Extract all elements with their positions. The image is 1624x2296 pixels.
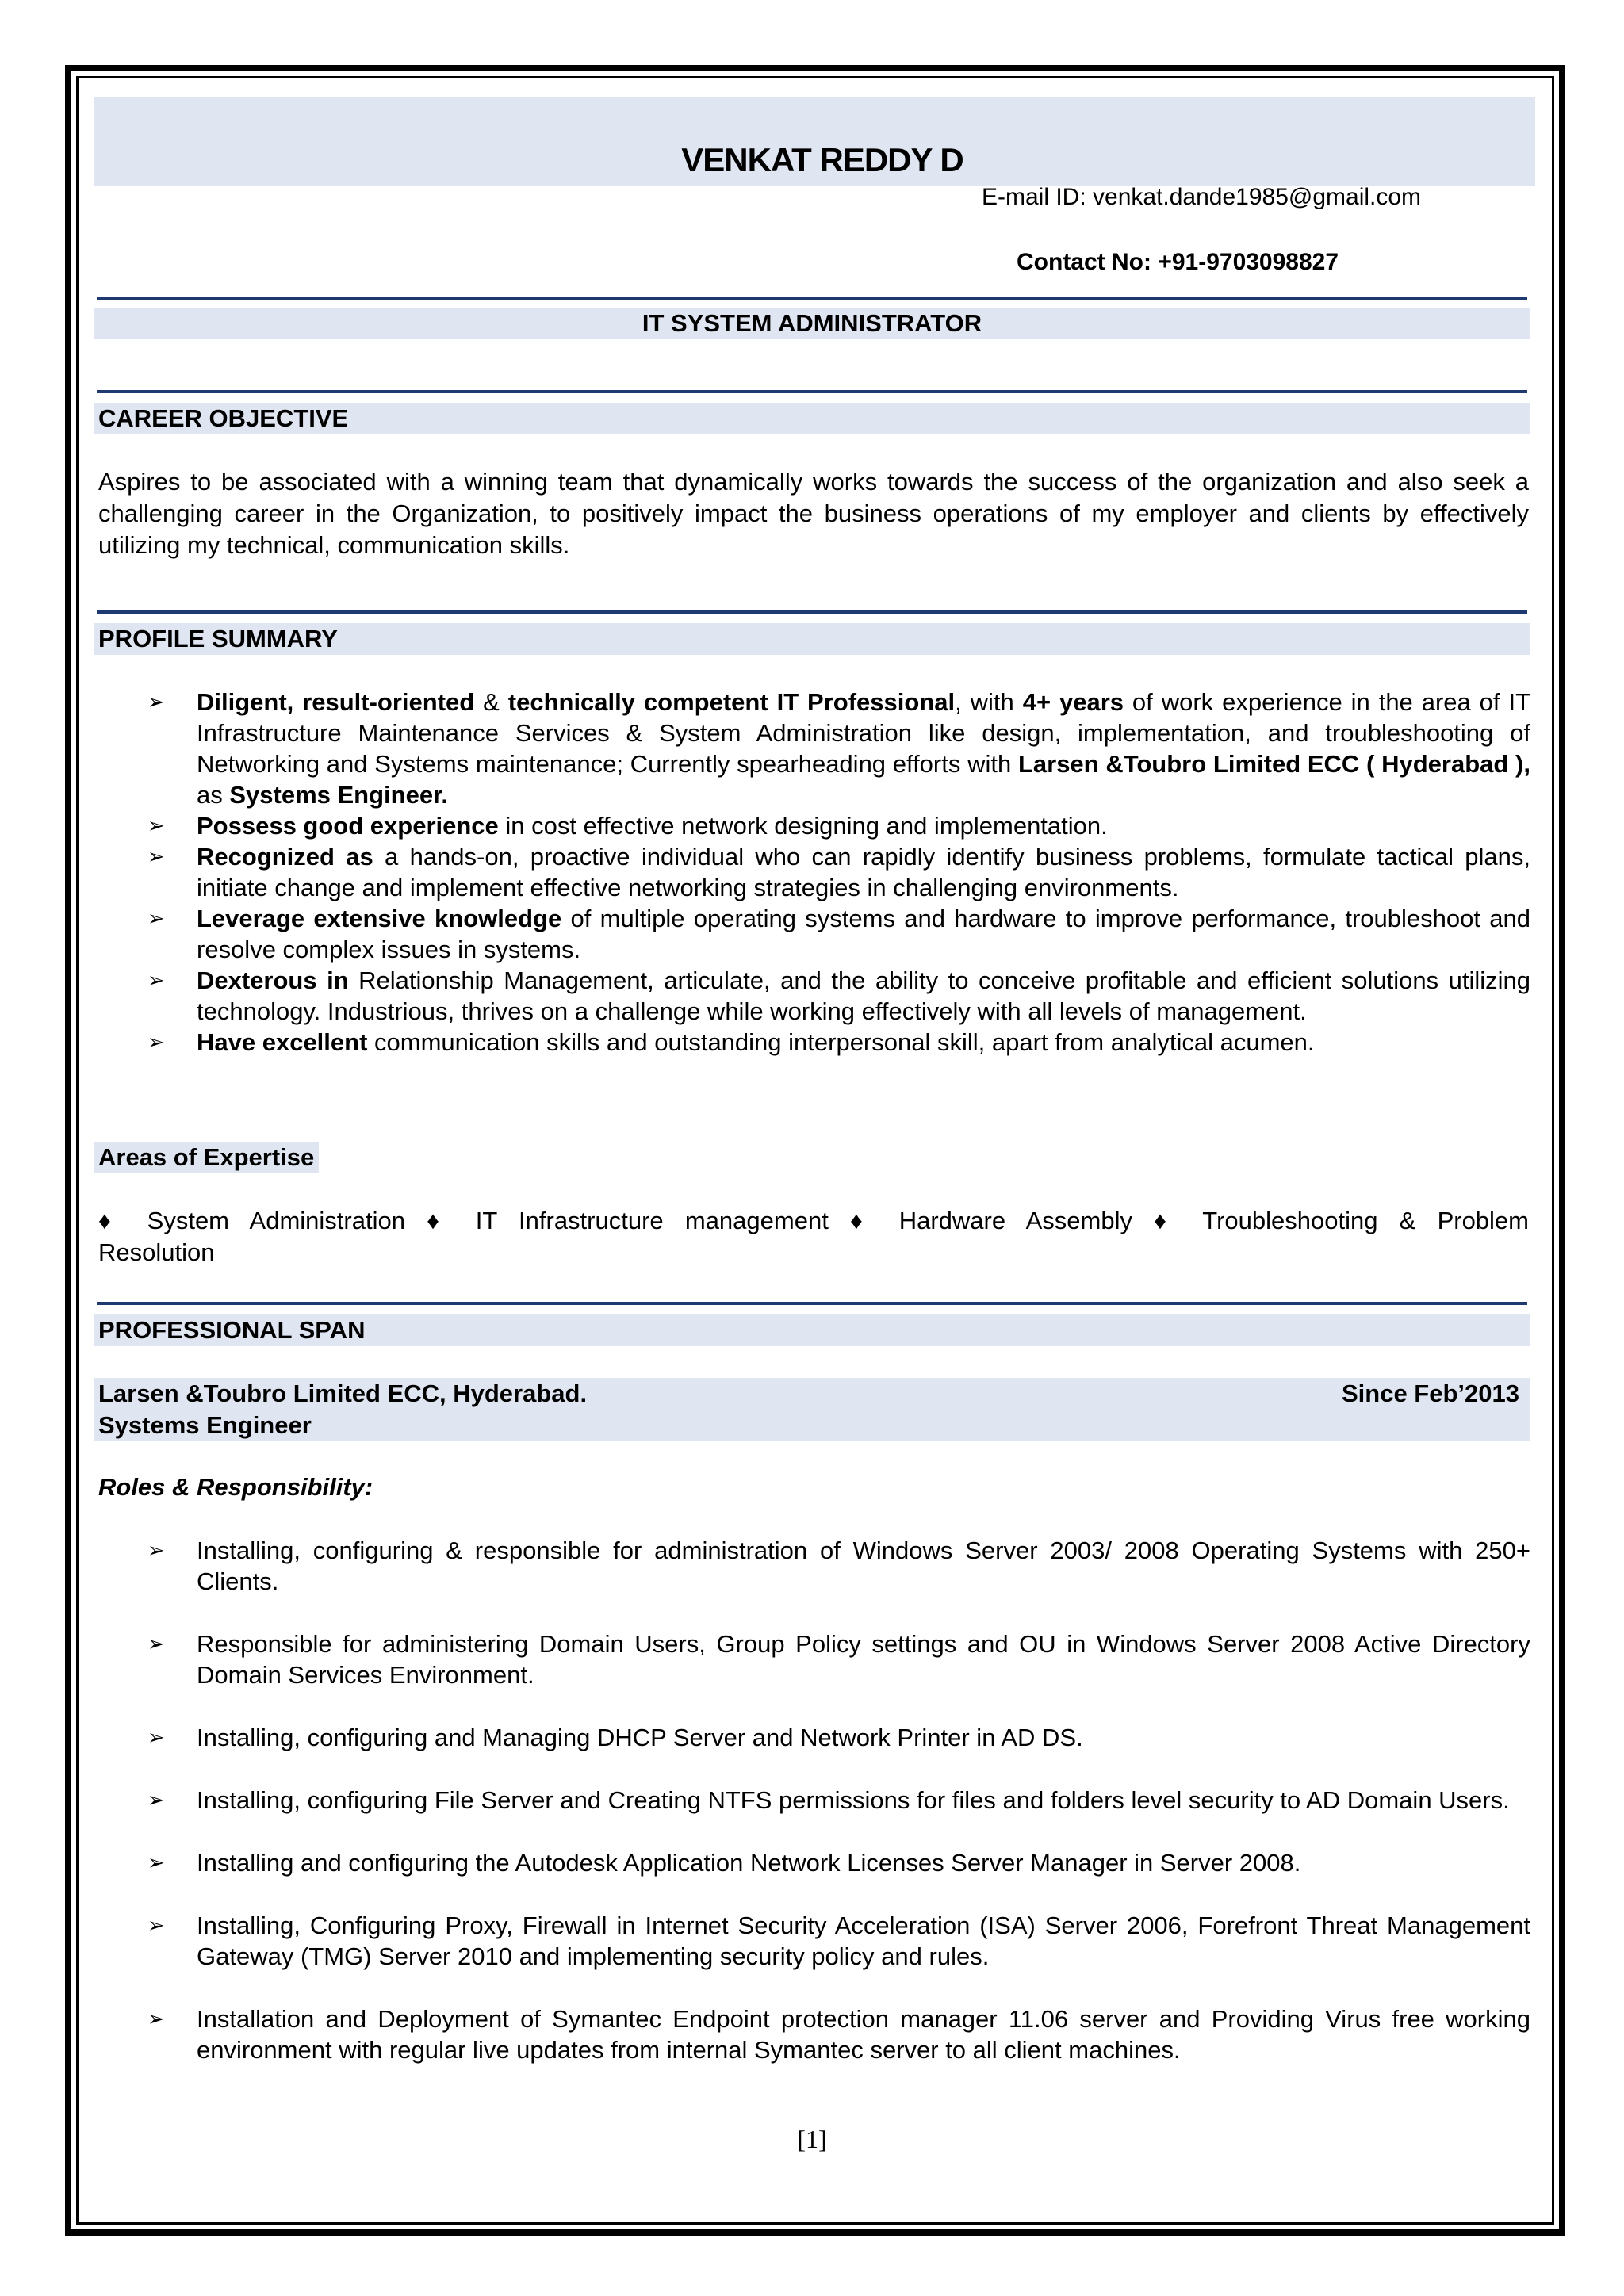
list-item: ➢ Recognized as a hands-on, proactive individual who can rapidly identify business problems, formulate tactical plans, initiate change and implement effective networking strategies in challenging environments. [147,843,1531,901]
career-objective-text: Aspires to be associated with a winning team that dynamically works towards the success of the organization and also seek a challenging career in the Organization, to positively impact the business operations of my employer and clients by effectively utilizing my technical, communication skills. [98,468,1529,559]
company-name: Larsen &Toubro Limited ECC, Hyderabad. [98,1380,588,1407]
email-line: E-mail ID: venkat.dande1985@gmail.com [982,184,1422,210]
employer-band [94,1378,1530,1441]
resume-page [94,97,1535,2221]
arrow-bullet-icon: ➢ [147,1850,165,1874]
list-item: ➢ Installation and Deployment of Symantec Endpoint protection manager 11.06 server and Providing Virus free working environment with regular live updates from internal Symantec server to all client machines. [147,2005,1530,2064]
arrow-bullet-icon: ➢ [147,968,165,992]
employment-since: Since Feb’2013 [1341,1380,1519,1407]
expertise-line: ♦ System Administration ♦ IT Infrastructure management ♦ Hardware Assembly ♦ Troubleshooting & Problem [98,1207,1529,1234]
profile-summary-heading: PROFILE SUMMARY [94,623,1530,655]
candidate-name: VENKAT REDDY D [681,141,963,178]
arrow-bullet-icon: ➢ [147,1725,165,1749]
list-item: ➢ Diligent, result-oriented & technically competent IT Professional, with 4+ years of work experience in the area of IT Infrastructure Maintenance Services & System Administration like design, implementation, and troubleshooting of Networking and Systems maintenance; Currently spearheading efforts with Larsen &Toubro Limited ECC ( Hyderabad ), as Systems Engineer. [147,688,1531,809]
list-item: ➢ Dexterous in Relationship Management, articulate, and the ability to conceive profitable and efficient solutions utilizing technology. Industrious, thrives on a challenge while working effectively with all levels of management. [147,966,1530,1025]
roles-list [98,1535,1530,2097]
roles-heading: Roles & Responsibility: [98,1473,373,1501]
areas-of-expertise-heading: Areas of Expertise [94,1142,319,1173]
profile-summary-list [98,687,1530,1058]
expertise-line-continued: Resolution [98,1238,215,1266]
list-item: ➢ Installing, configuring File Server and Creating NTFS permissions for files and folders level security to AD Domain Users. [147,1786,1510,1814]
list-item: ➢ Possess good experience in cost effective network designing and implementation. [147,812,1108,840]
divider-rule [97,1302,1527,1305]
contact-line: Contact No: +91-9703098827 [1017,249,1339,275]
list-item: ➢ Leverage extensive knowledge of multiple operating systems and hardware to improve performance, troubleshoot and resolve complex issues in systems. [147,905,1530,963]
arrow-bullet-icon: ➢ [147,1538,165,1562]
arrow-bullet-icon: ➢ [147,844,165,868]
list-item: ➢ Installing and configuring the Autodesk Application Network Licenses Server Manager in Server 2008. [147,1849,1301,1877]
arrow-bullet-icon: ➢ [147,813,165,837]
divider-rule [97,610,1527,614]
list-item: ➢ Installing, configuring and Managing DHCP Server and Network Printer in AD DS. [147,1724,1083,1751]
page-number: [1] [797,2125,827,2153]
list-item: ➢ Have excellent communication skills and outstanding interpersonal skill, apart from analytical acumen. [147,1028,1315,1056]
arrow-bullet-icon: ➢ [147,1788,165,1812]
list-item: ➢ Installing, Configuring Proxy, Firewall in Internet Security Acceleration (ISA) Server 2006, Forefront Threat Management Gateway (TMG) Server 2010 and implementing security policy and rules. [147,1911,1530,1970]
divider-rule [97,297,1527,300]
list-item: ➢ Installing, configuring & responsible for administration of Windows Server 2003/ 2008 Operating Systems with 250+ Clients. [147,1536,1530,1595]
list-item: ➢ Responsible for administering Domain Users, Group Policy settings and OU in Windows Server 2008 Active Directory Domain Services Environment. [147,1630,1530,1689]
arrow-bullet-icon: ➢ [147,906,165,930]
name-band [94,97,1535,186]
arrow-bullet-icon: ➢ [147,1030,165,1054]
designation: Systems Engineer [98,1411,312,1439]
arrow-bullet-icon: ➢ [147,1632,165,1655]
divider-rule [97,390,1527,393]
arrow-bullet-icon: ➢ [147,2007,165,2030]
arrow-bullet-icon: ➢ [147,690,165,714]
career-objective-heading: CAREER OBJECTIVE [94,403,1530,434]
arrow-bullet-icon: ➢ [147,1913,165,1937]
role-title: IT SYSTEM ADMINISTRATOR [94,308,1530,339]
professional-span-heading: PROFESSIONAL SPAN [94,1314,1530,1346]
